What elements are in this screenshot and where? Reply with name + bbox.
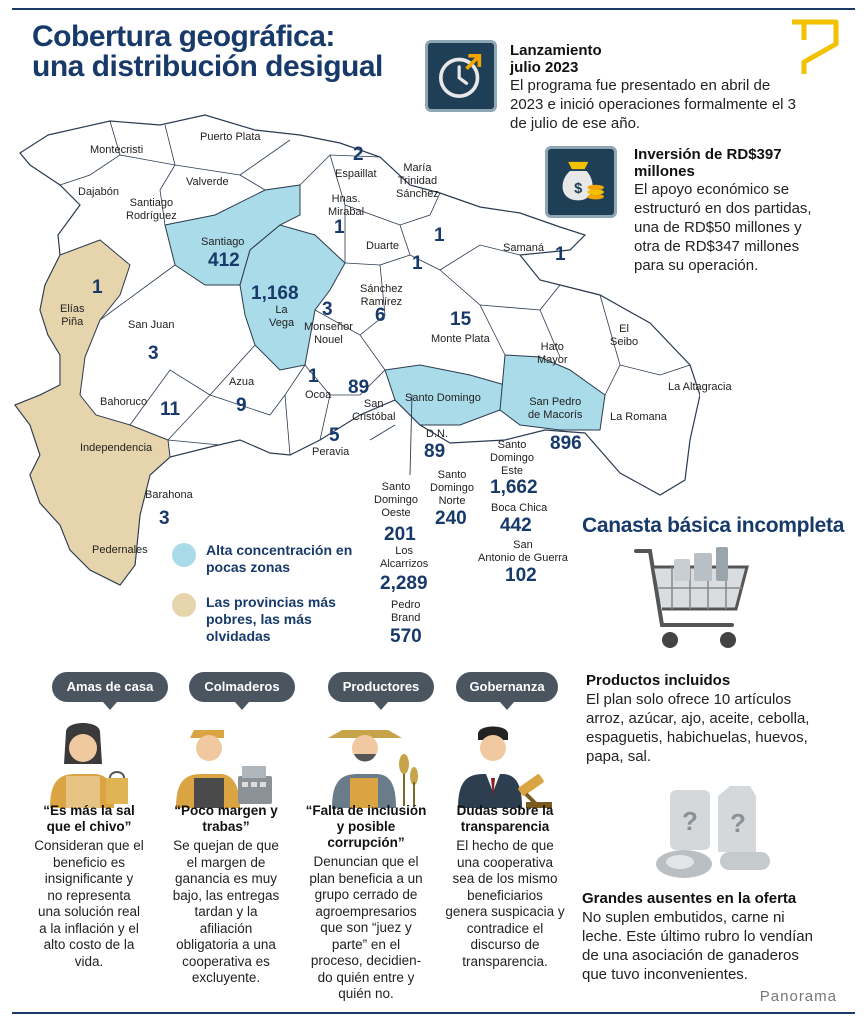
persona-tag-shopkeepers: Colmaderos [189,672,295,702]
count-duarte: 1 [412,253,423,274]
label-puerto-plata: Puerto Plata [200,131,261,143]
canasta-title: Canasta básica incompleta [582,514,845,537]
label-san-antonio: San Antonio de Guerra [478,539,568,564]
label-bahoruco: Bahoruco [100,396,148,408]
count-san-juan: 3 [148,343,159,364]
bottom-rule [12,1012,855,1014]
persona-body-producers: Denuncian que el plan beneficia a un grupo cerrado de agroempresarios que son “juez y parte” en el proceso, decidien- do quién entre y quién no. [309,854,423,1001]
legend-high-concentration: Alta concentración en pocas zonas [206,542,353,575]
top-rule [12,8,855,10]
persona-body-housewives: Consideran que el beneficio es insignificante y no representa una solución real a la inflación y el alto costo de la vida. [34,838,144,969]
absent-heading: Grandes ausentes en la oferta [582,890,797,907]
label-barahona: Barahona [145,489,193,501]
missing-products-icon [650,782,780,882]
count-boca-chica: 442 [500,515,532,536]
count-barahona: 3 [159,508,170,529]
label-espaillat: Espaillat [335,168,377,180]
count-maria-trinidad: 1 [434,225,445,246]
label-azua: Azua [229,376,255,388]
label-la-vega: La Vega [269,304,295,329]
count-monsenor: 3 [322,299,333,320]
label-pedro-brand: Pedro Brand [391,599,421,624]
legend-poor-provinces: Las provincias más pobres, las más olvidadas [206,594,336,644]
launch-heading: Lanzamiento julio 2023 [510,42,602,76]
label-monte-plata: Monte Plata [431,333,490,345]
svg-text:?: ? [682,806,698,836]
label-duarte: Duarte [366,240,400,252]
label-sd-norte: Santo Domingo Norte [430,469,475,507]
label-san-juan: San Juan [128,319,175,331]
label-la-romana: La Romana [610,411,667,423]
label-peravia: Peravia [312,446,350,458]
count-peravia: 5 [329,425,340,446]
label-pedernales: Pedernales [92,544,148,556]
label-la-altagracia: La Altagracia [668,381,732,393]
page-title [32,22,383,82]
investment-body: El apoyo económico se estructuró en dos partidas, una de RD$50 millones y otra de RD$347 millones para su operación. [634,181,812,274]
label-san-cristobal: San Cristóbal [352,398,396,423]
title-line-1: Cobertura geográfica: [32,20,335,53]
label-valverde: Valverde [186,176,229,188]
persona-tag-governance: Gobernanza [456,672,558,702]
label-sanchez-ramirez: Sánchez Ramírez [360,283,403,308]
svg-text:$: $ [574,181,583,197]
label-maria-trinidad: María Trinidad Sánchez [396,162,439,200]
launch-body: El programa fue presentado en abril de 2023 e inició operaciones formalmente el 3 de julio de ese año. [510,77,797,132]
label-hato-mayor: Hato Mayor [537,341,568,366]
shopping-cart-icon [632,545,757,665]
label-montecristi: Montecristi [90,144,144,156]
persona-body-shopkeepers: Se quejan de que el margen de ganancia es muy bajo, las entregas tardan y la afiliación obligatoria a una cooperativa es excluyente. [172,838,280,985]
count-sanchez-ramirez: 6 [375,305,386,326]
brand-logo-icon [786,18,842,78]
label-samana: Samaná [503,242,544,254]
count-san-antonio: 102 [505,565,537,586]
count-santiago: 412 [208,250,240,271]
count-hnas: 1 [334,217,345,238]
count-samana: 1 [555,244,566,265]
label-sd-este: Santo Domingo Este [490,439,535,477]
label-dn: D.N. [426,428,448,440]
title-line-2: una distribución desigual [32,50,383,83]
label-independencia: Independencia [80,442,153,454]
persona-tag-producers: Productores [328,672,434,702]
count-san-pedro: 896 [550,433,582,454]
persona-quote-producers: “Falta de inclusión y posible corrupción” [305,803,427,850]
label-los-alcarrizos: Los Alcarrizos [380,545,429,570]
count-pedro-brand: 570 [390,626,422,647]
products-body: El plan solo ofrece 10 artículos arroz, azúcar, ajo, aceite, cebolla, espaguetis, habichuelas, huevos, papa, sal. [586,691,810,765]
persona-quote-shopkeepers: “Poco margen y trabas” [174,803,278,834]
count-ocoa: 1 [308,366,319,387]
count-los-alcarrizos: 2,289 [380,573,428,594]
investment-heading: Inversión de RD$397 millones [634,146,782,180]
count-sd-este: 1,662 [490,477,538,498]
legend-swatch-poor [172,593,196,617]
judge-icon [446,718,556,808]
label-santo-domingo: Santo Domingo [405,392,481,404]
label-santiago: Santiago [201,236,245,248]
housewife-icon [30,718,140,808]
count-dn: 89 [424,441,446,462]
persona-quote-housewives: “Es más la sal que el chivo” [43,803,135,834]
label-elias-pina: Elías Piña [60,303,85,328]
label-boca-chica: Boca Chica [491,502,548,514]
legend-swatch-high [172,543,196,567]
count-espaillat: 2 [353,144,364,165]
persona-tag-housewives: Amas de casa [52,672,168,702]
products-heading: Productos incluidos [586,672,731,689]
persona-quote-governance: Dudas sobre la transparencia [456,803,554,834]
count-monte-plata: 15 [450,309,472,330]
farmer-icon [318,718,428,808]
count-bahoruco: 11 [160,399,181,420]
label-monsenor-nouel: Monseñor Nouel [304,321,353,346]
source-credit: Panorama [759,988,837,1005]
label-san-pedro: San Pedro de Macorís [528,396,583,421]
shopkeeper-icon [168,718,278,808]
count-la-vega: 1,168 [251,283,299,304]
count-sd-norte: 240 [435,508,467,529]
persona-body-governance: El hecho de que una cooperativa sea de los mismo beneficiarios genera suspicacia y contradice el discurso de transparencia. [445,838,565,969]
label-sd-oeste: Santo Domingo Oeste [374,481,419,519]
count-elias-pina: 1 [92,277,103,298]
absent-body: No suplen embutidos, carne ni leche. Este último rubro lo vendían de una asociación de ganaderos que tuvo inconvenientes. [582,909,813,983]
label-hnas-mirabal: Hnas. Mirabal [328,193,365,218]
label-santiago-rodriguez: Santiago Rodríguez [126,197,177,222]
label-el-seibo: El Seibo [610,323,639,348]
count-azua: 9 [236,395,247,416]
label-ocoa: Ocoa [305,389,332,401]
label-dajabon: Dajabón [78,186,119,198]
count-sd-oeste: 201 [384,524,416,545]
svg-text:?: ? [730,808,746,838]
count-san-cristobal: 89 [348,377,370,398]
